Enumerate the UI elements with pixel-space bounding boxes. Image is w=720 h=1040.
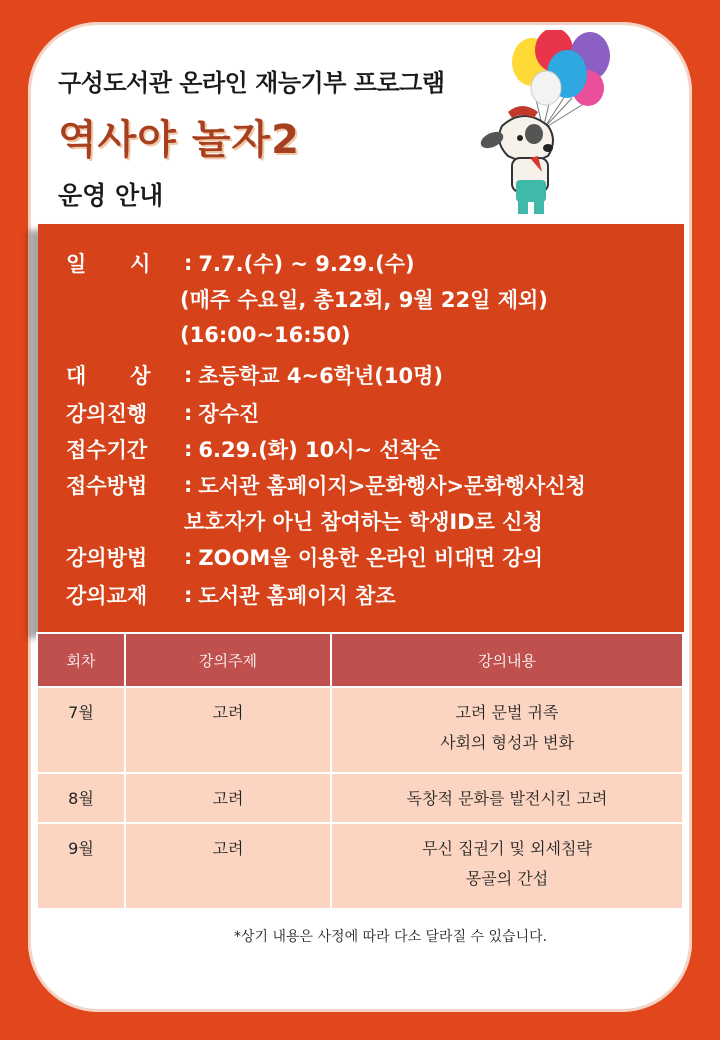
session-cell: 8월	[37, 773, 125, 823]
info-row-lecturer: 강의진행 : 장수진	[66, 396, 259, 430]
schedule-table	[36, 632, 684, 910]
operation-heading: 운영 안내	[58, 181, 164, 210]
info-label: 강의교재	[66, 584, 148, 608]
info-row-target: 대 상 : 초등학교 4~6학년(10명)	[66, 358, 443, 392]
topic-cell: 고려	[125, 687, 331, 773]
info-label: 강의진행	[66, 402, 148, 426]
table-header-row	[37, 633, 683, 687]
session-cell: 9월	[37, 823, 125, 909]
info-label: 접수기간	[66, 438, 148, 462]
disclaimer-note: *상기 내용은 사정에 따라 다소 달라질 수 있습니다.	[234, 929, 548, 945]
info-value: 6.29.(화) 10시~ 선착순	[198, 438, 441, 462]
session-cell: 7월	[37, 687, 125, 773]
program-title: 역사야 놀자2	[58, 117, 300, 163]
info-value: 도서관 홈페이지>문화행사>문화행사신청	[198, 474, 586, 498]
info-value: 장수진	[198, 402, 260, 426]
content-cell: 무신 집권기 및 외세침략 몽골의 간섭	[331, 823, 683, 909]
table-row	[37, 773, 683, 823]
balloon-icon	[531, 71, 561, 105]
info-row-lecture-method: 강의방법 : ZOOM을 이용한 온라인 비대면 강의	[66, 540, 543, 574]
content-cell: 고려 문벌 귀족 사회의 형성과 변화	[331, 687, 683, 773]
info-date-detail: (매주 수요일, 총12회, 9월 22일 제외)	[180, 288, 548, 312]
topic-cell: 고려	[125, 823, 331, 909]
info-label: 강의방법	[66, 546, 148, 570]
info-value: 도서관 홈페이지 참조	[198, 584, 396, 608]
info-date-time: (16:00~16:50)	[180, 323, 351, 347]
column-header-topic: 강의주제	[125, 633, 331, 687]
topic-cell: 고려	[125, 773, 331, 823]
info-row-date: 일 시 : 7.7.(수) ~ 9.29.(수)	[66, 246, 415, 280]
program-subtitle: 구성도서관 온라인 재능기부 프로그램	[58, 69, 445, 97]
info-label: 일 시	[66, 252, 151, 276]
info-value: 7.7.(수) ~ 9.29.(수)	[198, 252, 415, 276]
info-row-method: 접수방법 : 도서관 홈페이지>문화행사>문화행사신청	[66, 468, 586, 502]
info-label: 대 상	[66, 364, 151, 388]
dog-icon	[478, 106, 553, 214]
dog-balloons-illustration	[472, 30, 622, 220]
info-value: 초등학교 4~6학년(10명)	[198, 364, 443, 388]
info-value: ZOOM을 이용한 온라인 비대면 강의	[198, 546, 543, 570]
table-row	[37, 823, 683, 909]
table-row	[37, 687, 683, 773]
column-header-content: 강의내용	[331, 633, 683, 687]
info-row-materials: 강의교재 : 도서관 홈페이지 참조	[66, 578, 396, 612]
content-cell: 독창적 문화를 발전시킨 고려	[331, 773, 683, 823]
column-header-session: 회차	[37, 633, 125, 687]
info-row-period: 접수기간 : 6.29.(화) 10시~ 선착순	[66, 432, 440, 466]
info-method-detail: 보호자가 아닌 참여하는 학생ID로 신청	[184, 510, 543, 534]
info-label: 접수방법	[66, 474, 148, 498]
